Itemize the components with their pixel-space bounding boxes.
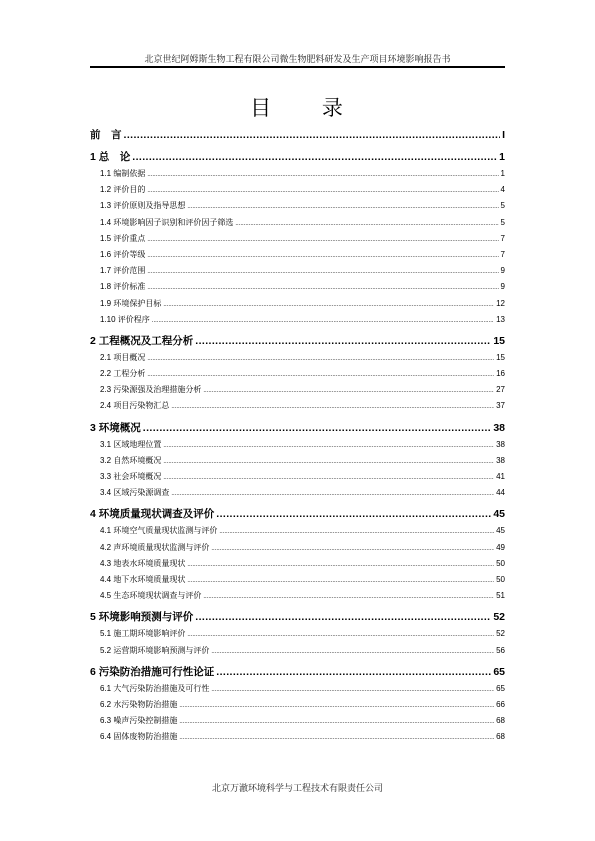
toc-dot-leader [219, 524, 494, 540]
toc-entry-page: 38 [493, 421, 505, 434]
toc-chapter-entry[interactable] [90, 663, 505, 681]
toc-dot-leader [124, 126, 501, 144]
toc-section-entry[interactable] [90, 713, 505, 729]
table-of-contents [90, 122, 505, 745]
toc-entry-label: 1.9 环境保护目标 [100, 298, 162, 308]
toc-section-entry[interactable] [90, 588, 505, 604]
toc-chapter-entry[interactable] [90, 332, 505, 350]
toc-dot-leader [147, 248, 498, 264]
toc-entry-label: 6.4 固体废物防治措施 [100, 732, 178, 742]
toc-entry-label: 5 环境影响预测与评价 [90, 611, 194, 624]
toc-section-entry[interactable] [90, 382, 505, 398]
toc-entry-page: 1 [500, 169, 505, 178]
toc-dot-leader [152, 313, 494, 329]
toc-entry-page: 27 [496, 385, 505, 395]
toc-section-entry[interactable] [90, 453, 505, 469]
toc-entry-label: 前 言 [90, 129, 122, 141]
toc-entry-label: 4.3 地表水环境质量现状 [100, 558, 186, 568]
toc-entry-label: 2 工程概况及工程分析 [90, 334, 194, 347]
toc-entry-label: 6 污染防治措施可行性论证 [90, 665, 215, 678]
toc-section-entry[interactable] [90, 485, 505, 501]
toc-entry-page: 9 [500, 282, 505, 292]
toc-entry-page: 52 [496, 629, 505, 639]
toc-entry-label: 1.1 编制依据 [100, 169, 146, 178]
toc-entry-page: 50 [496, 574, 505, 584]
toc-chapter-entry[interactable] [90, 148, 505, 166]
toc-entry-page: 15 [496, 352, 505, 362]
toc-entry-label: 1.4 环境影响因子识别和评价因子筛选 [100, 217, 234, 227]
toc-entry-label: 2.3 污染源强及治理措施分析 [100, 385, 202, 395]
toc-dot-leader [163, 454, 494, 470]
toc-entry-page: 44 [496, 488, 505, 498]
toc-dot-leader [235, 216, 498, 232]
toc-dot-leader [203, 383, 494, 399]
toc-chapter-entry[interactable] [90, 126, 505, 144]
toc-dot-leader [147, 351, 494, 367]
toc-dot-leader [147, 367, 494, 383]
toc-entry-page: 5 [500, 217, 505, 227]
toc-dot-leader [216, 505, 491, 523]
toc-dot-leader [203, 589, 494, 605]
toc-entry-page: 37 [496, 401, 505, 411]
toc-entry-page: 41 [496, 472, 505, 481]
toc-dot-leader [171, 486, 494, 502]
toc-entry-page: 52 [493, 611, 505, 624]
toc-entry-page: 66 [496, 699, 505, 709]
toc-entry-page: 13 [496, 314, 505, 324]
toc-entry-label: 4.5 生态环境现状调查与评价 [100, 591, 202, 601]
toc-dot-leader [187, 557, 494, 573]
toc-entry-label: 4 环境质量现状调查及评价 [90, 508, 215, 521]
toc-section-entry[interactable] [90, 681, 505, 697]
toc-entry-label: 4.1 环境空气质量现状监测与评价 [100, 526, 218, 536]
toc-dot-leader [187, 199, 498, 215]
toc-chapter-entry[interactable] [90, 419, 505, 437]
toc-dot-leader [147, 167, 498, 183]
toc-section-entry[interactable] [90, 350, 505, 366]
toc-section-entry[interactable] [90, 215, 505, 231]
toc-entry-page: 50 [496, 558, 505, 568]
toc-dot-leader [195, 608, 491, 626]
toc-dot-leader [147, 183, 498, 199]
toc-entry-label: 3.4 区域污染源调查 [100, 488, 170, 498]
toc-dot-leader [211, 644, 494, 660]
toc-entry-page: I [502, 129, 505, 141]
toc-dot-leader [179, 714, 494, 730]
toc-dot-leader [147, 280, 498, 296]
toc-section-entry[interactable] [90, 523, 505, 539]
header-rule [90, 66, 505, 68]
toc-section-entry[interactable] [90, 231, 505, 247]
toc-entry-label: 3.3 社会环境概况 [100, 472, 162, 481]
toc-section-entry[interactable] [90, 263, 505, 279]
toc-section-entry[interactable] [90, 296, 505, 312]
toc-entry-label: 5.1 施工期环境影响评价 [100, 629, 186, 639]
toc-section-entry[interactable] [90, 247, 505, 263]
toc-dot-leader [187, 627, 494, 643]
toc-dot-leader [179, 730, 494, 746]
toc-entry-label: 6.1 大气污染防治措施及可行性 [100, 683, 210, 693]
toc-entry-page: 49 [496, 542, 505, 552]
toc-section-entry[interactable] [90, 729, 505, 745]
toc-dot-leader [211, 682, 494, 698]
toc-entry-label: 1 总 论 [90, 151, 131, 163]
toc-entry-page: 5 [500, 201, 505, 211]
toc-entry-page: 45 [493, 508, 505, 521]
toc-section-entry[interactable] [90, 556, 505, 572]
toc-section-entry[interactable] [90, 469, 505, 485]
toc-chapter-entry[interactable] [90, 505, 505, 523]
toc-chapter-entry[interactable] [90, 608, 505, 626]
toc-entry-label: 2.1 项目概况 [100, 352, 146, 362]
toc-dot-leader [163, 470, 494, 486]
toc-entry-label: 1.10 评价程序 [100, 314, 150, 324]
toc-entry-label: 5.2 运营期环境影响预测与评价 [100, 645, 210, 655]
toc-dot-leader [163, 438, 494, 454]
toc-dot-leader [163, 297, 494, 313]
toc-entry-label: 3.2 自然环境概况 [100, 455, 162, 465]
running-header: 北京世纪阿姆斯生物工程有限公司微生物肥料研发及生产项目环境影响报告书 [144, 55, 451, 65]
toc-section-entry[interactable] [90, 366, 505, 382]
toc-entry-page: 38 [496, 439, 505, 449]
toc-dot-leader [211, 541, 494, 557]
toc-section-entry[interactable] [90, 182, 505, 198]
toc-entry-label: 1.7 评价范围 [100, 266, 146, 276]
toc-entry-label: 1.5 评价重点 [100, 233, 146, 243]
toc-section-entry[interactable] [90, 540, 505, 556]
toc-entry-page: 38 [496, 455, 505, 465]
toc-dot-leader [147, 232, 498, 248]
toc-entry-page: 15 [493, 334, 505, 347]
toc-entry-label: 6.3 噪声污染控制措施 [100, 716, 178, 726]
toc-section-entry[interactable] [90, 697, 505, 713]
toc-entry-label: 1.2 评价目的 [100, 185, 146, 195]
toc-dot-leader [179, 698, 494, 714]
toc-section-entry[interactable] [90, 626, 505, 642]
toc-entry-label: 3.1 区域地理位置 [100, 439, 162, 449]
toc-entry-label: 4.4 地下水环境质量现状 [100, 574, 186, 584]
toc-dot-leader [216, 663, 491, 681]
toc-entry-label: 4.2 声环境质量现状监测与评价 [100, 542, 210, 552]
toc-entry-page: 65 [496, 683, 505, 693]
toc-entry-label: 3 环境概况 [90, 421, 141, 434]
toc-dot-leader [143, 419, 492, 437]
toc-entry-page: 16 [496, 369, 505, 379]
toc-entry-page: 68 [496, 732, 505, 742]
toc-dot-leader [171, 399, 494, 415]
toc-section-entry[interactable] [90, 166, 505, 182]
toc-entry-page: 7 [500, 233, 505, 243]
toc-entry-label: 6.2 水污染物防治措施 [100, 699, 178, 709]
toc-entry-label: 1.8 评价标准 [100, 282, 146, 292]
toc-section-entry[interactable] [90, 437, 505, 453]
toc-section-entry[interactable] [90, 312, 505, 328]
toc-section-entry[interactable] [90, 572, 505, 588]
toc-entry-label: 2.2 工程分析 [100, 369, 146, 379]
toc-entry-label: 1.3 评价原则及指导思想 [100, 201, 186, 211]
toc-entry-page: 12 [496, 298, 505, 308]
toc-dot-leader [147, 264, 498, 280]
toc-dot-leader [195, 332, 491, 350]
toc-section-entry[interactable] [90, 198, 505, 214]
toc-entry-page: 65 [493, 665, 505, 678]
toc-section-entry[interactable] [90, 643, 505, 659]
toc-entry-page: 1 [499, 151, 505, 163]
toc-section-entry[interactable] [90, 398, 505, 414]
toc-entry-label: 1.6 评价等级 [100, 249, 146, 259]
document-title: 目 录 [250, 96, 365, 120]
toc-entry-page: 51 [496, 591, 505, 601]
toc-entry-page: 7 [500, 249, 505, 259]
toc-entry-page: 9 [500, 266, 505, 276]
toc-dot-leader [132, 148, 497, 166]
toc-entry-page: 45 [496, 526, 505, 536]
toc-entry-page: 56 [496, 645, 505, 655]
toc-entry-page: 68 [496, 716, 505, 726]
toc-entry-page: 4 [500, 185, 505, 195]
toc-dot-leader [187, 573, 494, 589]
running-footer: 北京万澈环境科学与工程技术有限责任公司 [211, 784, 383, 794]
toc-entry-label: 2.4 项目污染物汇总 [100, 401, 170, 411]
toc-section-entry[interactable] [90, 279, 505, 295]
